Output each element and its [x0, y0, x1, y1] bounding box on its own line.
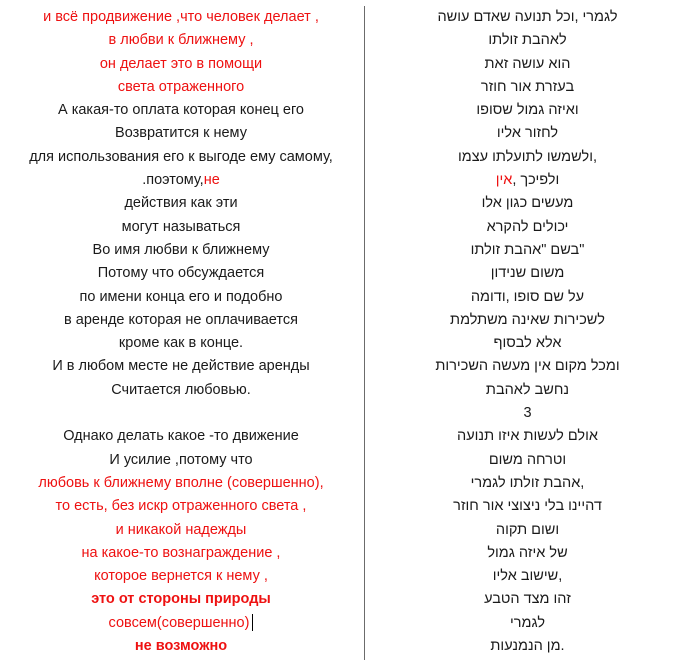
- text-line: А какая-то оплата которая конец его: [58, 102, 304, 119]
- text-line: [0, 169, 362, 192]
- text-line: "בשם "אהבת זולתו: [470, 241, 585, 258]
- text-line: מעשים כגון אלו: [481, 195, 574, 212]
- text-line: для использования его к выгоде ему самому,: [29, 148, 333, 165]
- text-line: это от стороны природы: [91, 591, 271, 608]
- text-cursor: [252, 614, 253, 631]
- highlighted-word: אין: [495, 172, 513, 189]
- text-line: он делает это в помощи: [99, 55, 263, 72]
- text-line: Считается любовью.: [111, 381, 251, 398]
- text-line: על שם סופו ,ודומה: [470, 288, 585, 305]
- text-line: ומכל מקום אין מעשה השכירות: [435, 358, 620, 375]
- text-line: могут называться: [121, 218, 241, 235]
- text-line: действия как эти: [124, 195, 238, 212]
- text-line: Во имя любви к ближнему: [92, 241, 270, 258]
- text-line: לגמרי ,וכל תנועה שאדם עושה: [437, 9, 618, 25]
- text-fragment: совсем(совершенно): [108, 614, 250, 631]
- text-line: ואיזה גמול שסופו: [476, 102, 579, 119]
- text-line: ,אהבת זולתו לגמרי: [470, 474, 585, 491]
- text-line: Однако делать какое -то движение: [63, 428, 299, 445]
- text-line: הוא עושה זאת: [484, 55, 571, 72]
- text-line: ושום תקוה: [495, 521, 560, 538]
- text-line: [366, 169, 689, 192]
- text-line: אולם לעשות איזו תנועה: [457, 428, 598, 445]
- page-number: 3: [523, 405, 532, 422]
- text-line: יכולים להקרא: [486, 218, 569, 235]
- text-line: и никакой надежды: [115, 521, 247, 538]
- text-line: Возвратится к нему: [115, 125, 247, 142]
- text-line: в любви к ближнему ,: [108, 32, 254, 49]
- text-line: которое вернется к нему ,: [94, 568, 268, 585]
- column-divider: [364, 6, 365, 660]
- text-line: אלא לבסוף: [493, 335, 562, 352]
- text-line: то есть, без искр отраженного света ,: [55, 498, 307, 515]
- text-line: И в любом месте не действие аренды: [52, 358, 310, 375]
- highlighted-word: не: [203, 172, 220, 189]
- text-line: לאהבת זולתו: [488, 32, 567, 49]
- text-line: דהיינו בלי ניצוצי אור חוזר: [453, 498, 602, 515]
- text-line: И усилие ,потому что: [109, 451, 253, 468]
- text-line: נחשב לאהבת: [485, 381, 570, 398]
- text-line: в аренде которая не оплачивается: [64, 311, 298, 328]
- text-line: Потому что обсуждается: [97, 265, 265, 282]
- text-line: любовь к ближнему вполне (совершенно),: [38, 474, 324, 491]
- russian-translation-column: [0, 6, 362, 658]
- hebrew-source-column: [366, 6, 689, 658]
- text-line: זהו מצד הטבע: [484, 591, 571, 608]
- text-line: משום שנידון: [490, 265, 565, 282]
- text-line: [0, 612, 362, 635]
- text-line: кроме как в конце.: [118, 335, 244, 352]
- text-line: לגמרי: [510, 614, 545, 631]
- text-line: לחזור אליו: [496, 125, 559, 142]
- text-line: לשכירות שאינה משתלמת: [450, 311, 605, 328]
- text-fragment: ולפיכך ,: [512, 172, 560, 189]
- text-line: של איזה גמול: [487, 544, 568, 561]
- text-line: по имени конца его и подобно: [79, 288, 283, 305]
- text-line: וטרחה משום: [488, 451, 567, 468]
- text-line: ,שישוב אליו: [492, 568, 563, 585]
- text-line: не возможно: [134, 638, 228, 655]
- text-line: и всё продвижение ,что человек делает ,: [43, 9, 319, 25]
- text-line: на какое-то вознаграждение ,: [81, 544, 281, 561]
- text-line: בעזרת אור חוזר: [480, 78, 575, 95]
- text-fragment: .поэтому,: [142, 172, 204, 189]
- text-line: .מן הנמנעות: [490, 638, 565, 655]
- text-line: света отраженного: [117, 78, 245, 95]
- text-line: ,ולשמשו לתועלתו עצמו: [457, 148, 597, 165]
- blank-line: [0, 402, 362, 425]
